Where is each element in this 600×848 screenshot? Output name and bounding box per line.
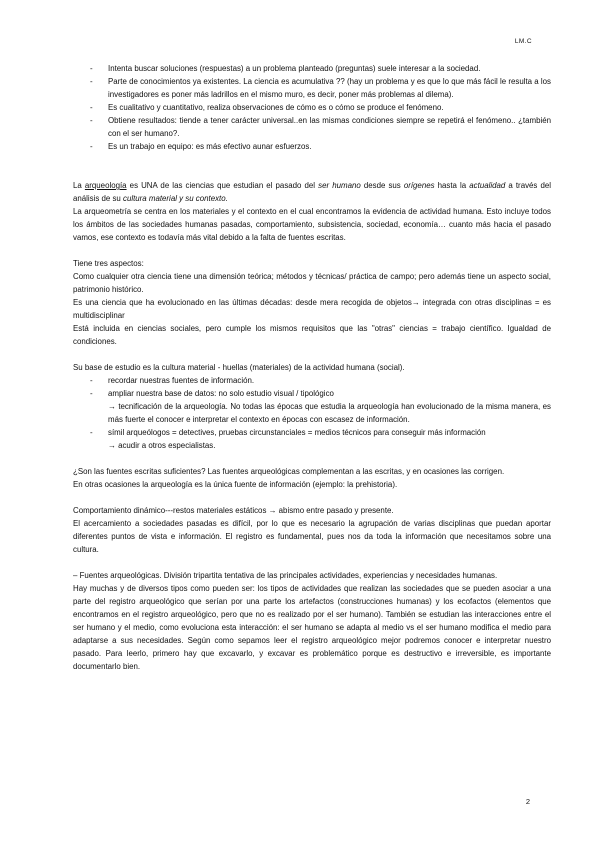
list-item: - Obtiene resultados: tiende a tener carácter universal..en las mismas condiciones siempre se repetirá el fenómeno.. ¿también con el ser humano?.	[73, 114, 551, 140]
fuentes-paragraph: – Fuentes arqueológicas. División tripartita tentativa de las principales actividades, experiencias y necesidades humanas.	[73, 571, 498, 580]
base-list	[73, 374, 551, 452]
base-intro: Su base de estudio es la cultura material - huellas (materiales) de la actividad humana (social).	[73, 363, 405, 372]
definition-paragraph: La arqueología es UNA de las ciencias que estudian el pasado del ser humano desde sus orígenes hasta la actualidad a través del análisis de su cultura material y su contexto.	[73, 181, 551, 203]
aspects-paragraph: Está incluida en ciencias sociales, pero cumple los mismos requisitos que las "otras" ciencias = trabajo científico. Igualdad de condiciones.	[73, 324, 551, 346]
header-initials: LM.C	[514, 38, 532, 45]
aspects-paragraph: Como cualquier otra ciencia tiene una dimensión teórica; métodos y técnicas/ práctica de campo; pero además tiene un aspecto social, patrimonio histórico.	[73, 272, 551, 294]
list-item: - ampliar nuestra base de datos: no solo estudio visual / tipológico → tecnificación de la arqueología. No todas las épocas que estudia la arqueología han evolucionado de la misma manera, es más fuerte el conocer e interpretar el contexto en épocas con escasez de información.	[73, 387, 551, 426]
aspects-title: Tiene tres aspectos:	[73, 259, 144, 268]
page-number: 2	[525, 797, 530, 806]
fuentes-paragraph: Hay muchas y de diversos tipos como pueden ser: los tipos de actividades que realizan las sociedades que se pueden asociar a una parte del registro arqueológico que serían por una parte los artefactos (construcciones humanas) y los ecofactos (elementos que encontramos en el registro arqueológico, pero que no es realizado por el ser humano). También se estudian las interacciones entre el ser humano y el medio, como evoluciona esta interacción: el ser humano se adapta al medio vs el ser humano modifica el medio para adaptarse a sus necesidades. Según como sepamos leer el registro arqueológico mejor podremos conocer e interpretar nuestro pasado. Para leerlo, primero hay que excavarlo, y excavar es problemático porque es destructivo e irreversible, es importante documentarlo bien.	[73, 584, 551, 671]
list-item: - recordar nuestras fuentes de información.	[73, 374, 551, 387]
term-arqueologia: arqueología	[84, 181, 127, 190]
aspects-paragraph: Es una ciencia que ha evolucionado en las últimas décadas: desde mera recogida de objetos→ integrada con otras disciplinas = es multidisciplinar	[73, 298, 551, 320]
behaviour-paragraph: Comportamiento dinámico---restos materiales estáticos → abismo entre pasado y presente.	[73, 506, 394, 515]
sources-paragraph: En otras ocasiones la arqueología es la única fuente de información (ejemplo: la prehistoria).	[73, 480, 398, 489]
sources-paragraph: ¿Son las fuentes escritas suficientes? Las fuentes arqueológicas complementan a las escritas, y en ocasiones las corrigen.	[73, 467, 505, 476]
list-item: - Parte de conocimientos ya existentes. La ciencia es acumulativa ?? (hay un problema y es que lo que más fácil le resulta a los investigadores es poner más ladrillos en el mismo muro, es decir, poner más problemas al dilema).	[73, 75, 551, 101]
list-item: - Intenta buscar soluciones (respuestas) a un problema planteado (preguntas) suele interesar a la sociedad.	[73, 62, 551, 75]
list-item: - Es un trabajo en equipo: es más efectivo aunar esfuerzos.	[73, 140, 551, 153]
page-content	[73, 62, 551, 673]
arqueometria-paragraph: La arqueometría se centra en los materiales y el contexto en el cual encontramos la evidencia de actividad humana. Esto incluye todos los ámbitos de las sociedades humanas pasadas, comportamiento, subsistencia, sociedad, economía… cuanto más hacia el pasado vamos, ese contexto es todavía más vital debido a la falta de fuentes escritas.	[73, 207, 551, 242]
list-item: - símil arqueólogos = detectives, pruebas circunstanciales = medios técnicos para conseguir más información → acudir a otros especialistas.	[73, 426, 551, 452]
list-item: - Es cualitativo y cuantitativo, realiza observaciones de cómo es o cómo se produce el fenómeno.	[73, 101, 551, 114]
behaviour-paragraph: El acercamiento a sociedades pasadas es difícil, por lo que es necesario la agrupación de varias disciplinas que puedan aportar diferentes puntos de vista e información. El registro es fundamental, pues nos da toda la información que necesitamos sobre una cultura.	[73, 519, 551, 554]
characteristics-list	[73, 62, 551, 153]
